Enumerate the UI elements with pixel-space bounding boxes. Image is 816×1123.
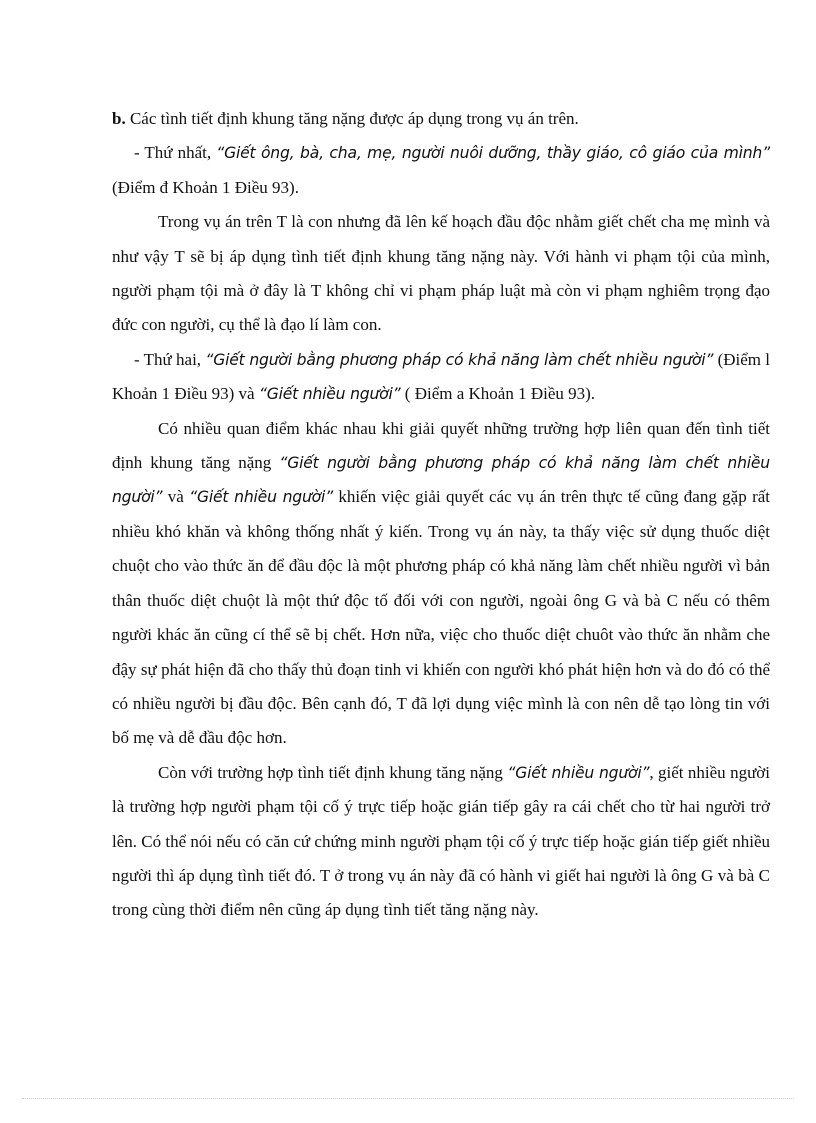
point-one-quote: “Giết ông, bà, cha, mẹ, người nuôi dưỡng, thầy giáo, cô giáo của mình” <box>216 144 770 163</box>
paragraph-two-quote-2: “Giết nhiều người” <box>189 488 334 507</box>
paragraph-two <box>112 412 770 756</box>
point-two-quote-two: “Giết nhiều người” <box>258 385 401 404</box>
point-two <box>112 343 770 412</box>
point-two-ref-one: (Điểm l Khoản 1 Điều 93) và <box>112 349 771 404</box>
paragraph-three-text-1: Còn với trường hợp tình tiết định khung tăng nặng <box>158 762 508 782</box>
point-one-lead: - Thứ nhất, <box>134 143 217 163</box>
page-bottom-divider <box>22 1098 794 1099</box>
paragraph-two-quote-1: “Giết người bằng phương pháp có khả năng làm chết nhiều người” <box>112 454 770 507</box>
section-heading <box>112 102 770 136</box>
paragraph-one: Trong vụ án trên T là con nhưng đã lên kế hoạch đầu độc nhằm giết chết cha mẹ mình và như vậy T sẽ bị áp dụng tình tiết định khung tăng nặng này. Với hành vi phạm tội của mình, người phạm tội mà ở đây là T không chỉ vi phạm pháp luật mà còn vi phạm nghiêm trọng đạo đức con người, cụ thể là đạo lí làm con. <box>112 212 770 335</box>
document-body <box>112 102 770 928</box>
paragraph-two-text-3: khiến việc giải quyết các vụ án trên thực tế cũng đang gặp rất nhiều khó khăn và không thống nhất ý kiến. Trong vụ án này, ta thấy việc sử dụng thuốc diệt chuột cho vào thức ăn để đầu độc là một phương pháp có khả năng làm chết nhiều người vì bản thân thuốc diệt chuột là một thứ độc tố đối với con người, ngoài ông G và bà C nếu có thêm người khác ăn cũng cí thể sẽ bị chết. Hơn nữa, việc cho thuốc diệt chuôt vào thức ăn nhằm che đậy sự phát hiện đã cho thấy thủ đoạn tinh vi khiến con người khó phát hiện hơn và do đó có thể có nhiều người bị đầu độc. Bên cạnh đó, T đã lợi dụng việc mình là con nên dễ tạo lòng tin với bố mẹ và dễ đầu độc hơn. <box>112 487 770 748</box>
point-two-ref-two: ( Điểm a Khoản 1 Điều 93). <box>400 384 596 404</box>
section-heading-text: Các tình tiết định khung tăng nặng được áp dụng trong vụ án trên. <box>125 109 579 128</box>
paragraph-two-text-2: và <box>162 487 190 507</box>
point-two-quote-one: “Giết người bằng phương pháp có khả năng làm chết nhiều người” <box>205 350 714 369</box>
paragraph-three <box>112 756 770 928</box>
section-label: b. <box>112 109 126 128</box>
point-one <box>112 136 770 205</box>
paragraph-three-quote-1: “Giết nhiều người” <box>507 763 650 782</box>
point-one-ref: (Điểm đ Khoản 1 Điều 93). <box>112 177 299 197</box>
point-two-lead: - Thứ hai, <box>134 349 206 369</box>
paragraph-two-text-1: Có nhiều quan điểm khác nhau khi giải quyết những trường hợp liên quan đến tình tiết định khung tăng nặng <box>112 418 770 473</box>
paragraph-three-text-2: , giết nhiều người là trường hợp người phạm tội cố ý trực tiếp hoặc gián tiếp gây ra cái chết cho từ hai người trở lên. Có thể nói nếu có căn cứ chứng minh người phạm tội cố ý trực tiếp hoặc gián tiếp giết nhiều người thì áp dụng tình tiết đó. T ở trong vụ án này đã có hành vi giết hai người là ông G và bà C trong cùng thời điểm nên cũng áp dụng tình tiết tăng nặng này. <box>112 762 770 920</box>
